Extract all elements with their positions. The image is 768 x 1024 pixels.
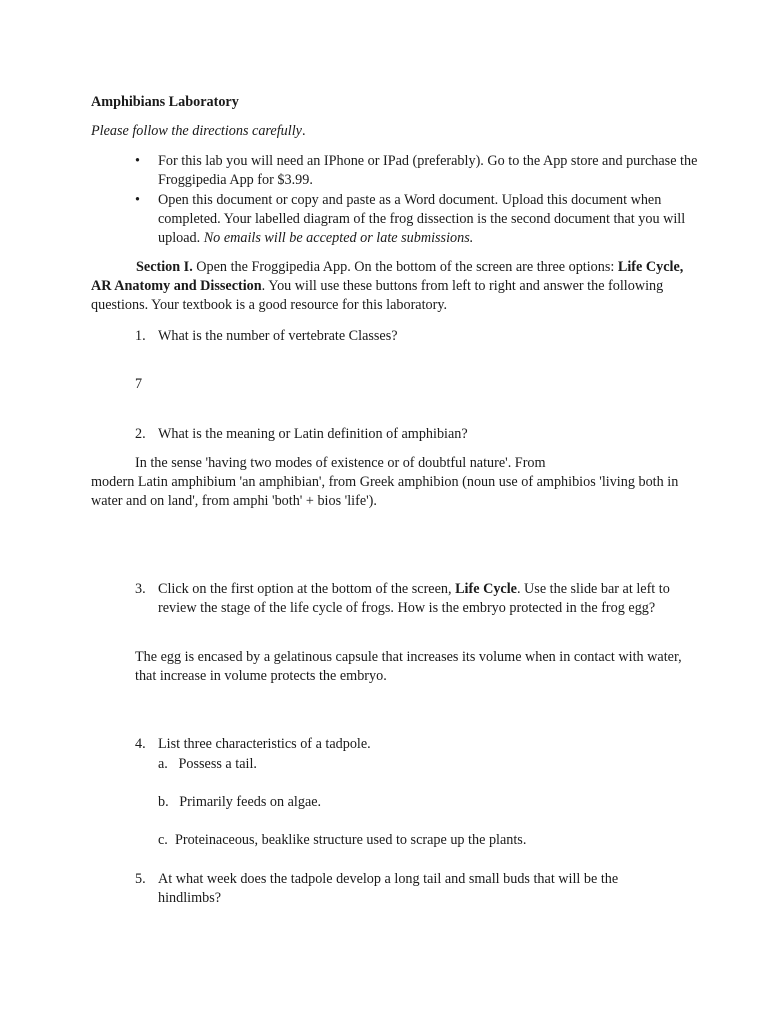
answer-4c-text: Proteinaceous, beaklike structure used to scrape up the plants. xyxy=(174,832,527,848)
section-1-options: Life Cycle, AR Anatomy and Dissection xyxy=(91,259,684,294)
answer-4b xyxy=(158,793,321,812)
question-3 xyxy=(158,580,698,618)
section-1-label: Section I. xyxy=(136,259,193,275)
bullet-upload-text: Open this document or copy and paste as a Word document. Upload this document when completed. Your labelled diagram of the frog dissection is the second document that you will upload. xyxy=(158,192,686,246)
answer-4a xyxy=(158,755,257,774)
section-1-intro xyxy=(91,258,691,315)
section-1-text-a: Open the Froggipedia App. On the bottom of the screen are three options: xyxy=(192,259,618,275)
answer-1: 7 xyxy=(135,376,143,392)
question-4: List three characteristics of a tadpole. xyxy=(158,736,371,752)
answer-2-line-1: In the sense 'having two modes of existence or of doubtful nature'. From xyxy=(135,455,546,471)
directions-note xyxy=(91,122,305,141)
question-number: 1. xyxy=(135,328,146,344)
document-title: Amphibians Laboratory xyxy=(91,94,239,110)
question-number: 2. xyxy=(135,426,146,442)
question-3-text-a: Click on the first option at the bottom of the screen, xyxy=(158,581,456,597)
answer-letter: b. xyxy=(158,794,169,810)
directions-text: Please follow the directions carefully xyxy=(91,123,302,139)
question-3-text-b: . Use the slide bar at left to review the stage of the life cycle of frogs. How is the embryo protected in the frog egg? xyxy=(158,581,670,616)
answer-letter: c. xyxy=(158,832,168,848)
question-5: At what week does the tadpole develop a long tail and small buds that will be the hindlimbs? xyxy=(158,871,619,906)
directions-period: . xyxy=(301,123,306,139)
question-2: What is the meaning or Latin definition of amphibian? xyxy=(158,426,468,442)
question-1: What is the number of vertebrate Classes? xyxy=(158,328,398,344)
bullet-item-upload xyxy=(158,191,698,248)
bullet-upload-italic: No emails will be accepted or late submissions. xyxy=(203,230,474,246)
question-number: 4. xyxy=(135,736,146,752)
question-number: 5. xyxy=(135,871,146,887)
answer-4b-text: Primarily feeds on algae. xyxy=(179,794,322,810)
question-number: 3. xyxy=(135,581,146,597)
bullet-item-app: For this lab you will need an IPhone or IPad (preferably). Go to the App store and purchase the Froggipedia App for $3.99. xyxy=(158,153,698,188)
answer-letter: a. xyxy=(158,756,168,772)
section-1-text-b: . You will use these buttons from left to right and answer the following questions. Your textbook is a good resource for this laboratory. xyxy=(91,278,664,313)
answer-4a-text: Possess a tail. xyxy=(178,756,257,772)
answer-2 xyxy=(91,454,691,511)
answer-3: The egg is encased by a gelatinous capsule that increases its volume when in contact with water, that increase in volume protects the embryo. xyxy=(135,649,682,684)
question-3-bold: Life Cycle xyxy=(455,581,517,597)
bullet-marker: • xyxy=(135,192,140,208)
answer-4c xyxy=(158,831,526,850)
bullet-marker: • xyxy=(135,153,140,169)
answer-2-rest: modern Latin amphibium 'an amphibian', from Greek amphibion (noun use of amphibios 'living both in water and on land', from amphi 'both' + bios 'life'). xyxy=(91,474,679,509)
